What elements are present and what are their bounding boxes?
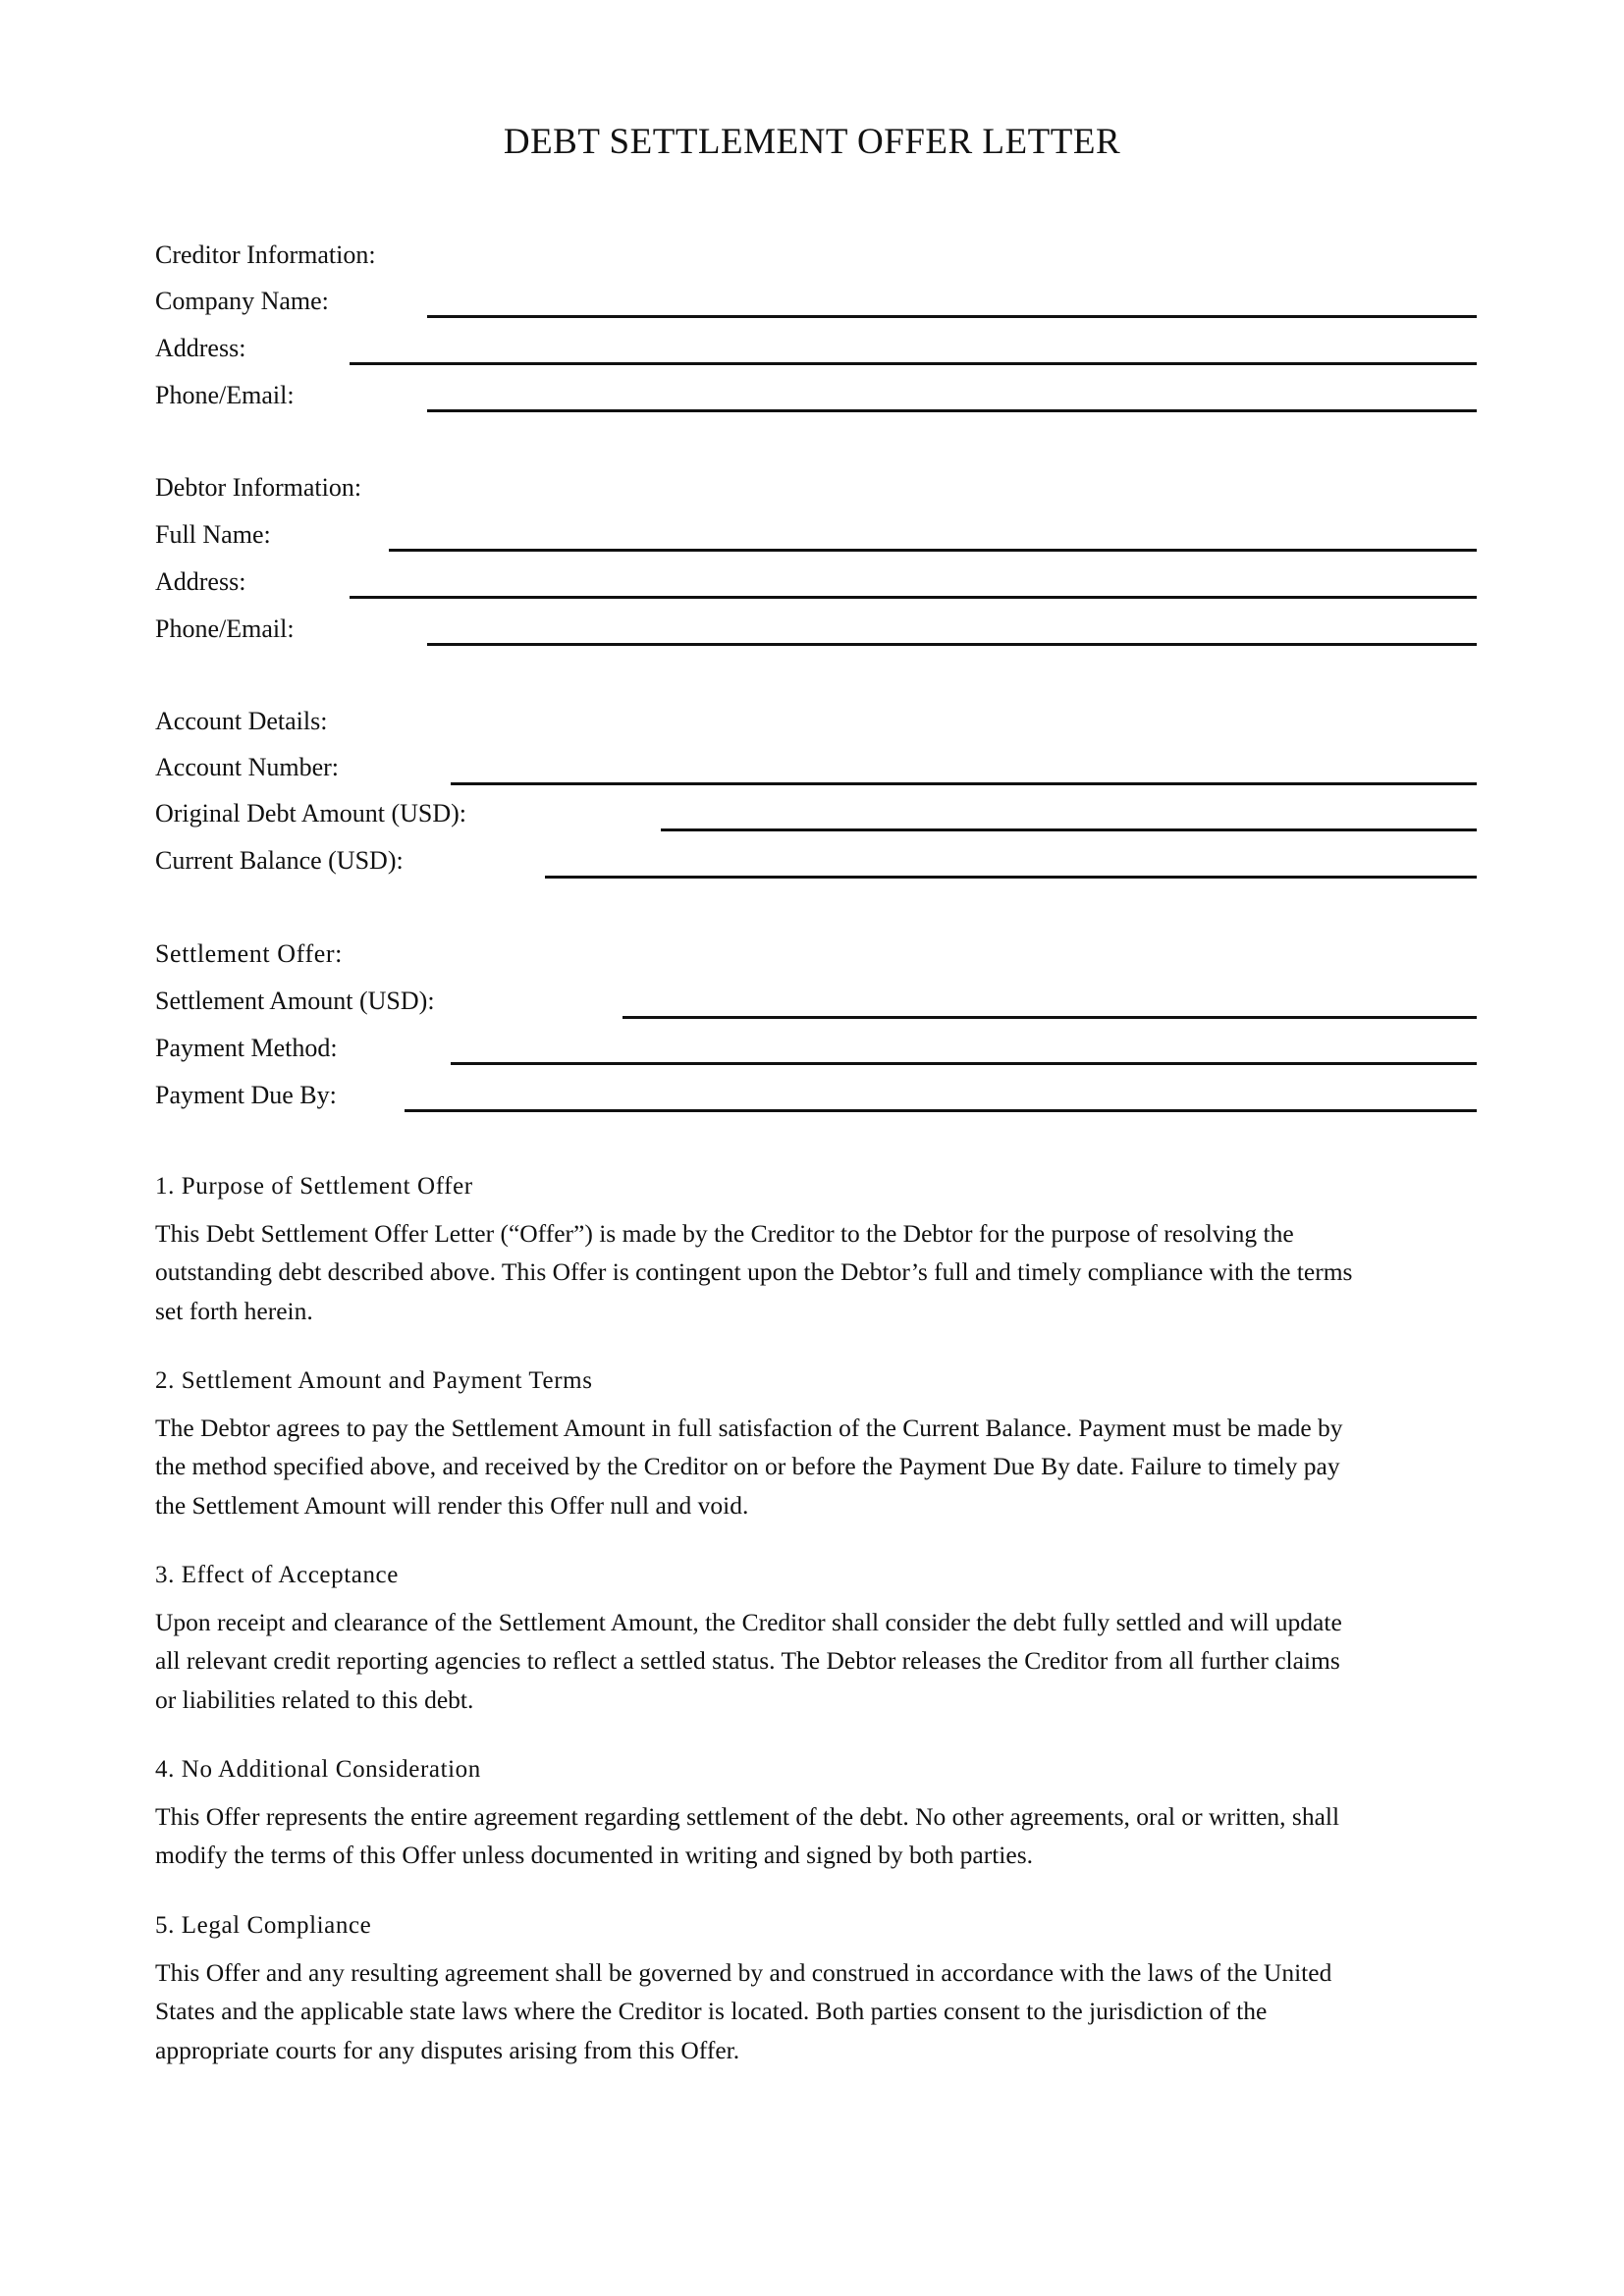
payment-method-input[interactable]	[451, 1028, 1477, 1063]
debtor-full-name-label: Full Name:	[155, 520, 271, 549]
section-body-purpose	[155, 1214, 1481, 1330]
creditor-phone-email-label: Phone/Email:	[155, 381, 295, 409]
creditor-phone-email-field[interactable]	[427, 409, 1477, 412]
debtor-phone-email-input[interactable]	[427, 609, 1477, 644]
section-line: or liabilities related to this debt.	[155, 1684, 474, 1714]
payment-due-by-input[interactable]	[405, 1075, 1477, 1110]
settlement-amount-label: Settlement Amount (USD):	[155, 987, 435, 1015]
section-heading-payment-terms: 2. Settlement Amount and Payment Terms	[155, 1367, 593, 1394]
section-heading-purpose: 1. Purpose of Settlement Offer	[155, 1173, 473, 1200]
section-line: This Offer represents the entire agreement regarding settlement of the debt. No other agreements, oral or written, shall	[155, 1802, 1340, 1831]
section-heading-legal-compliance: 5. Legal Compliance	[155, 1912, 372, 1939]
account-heading: Account Details:	[155, 707, 328, 735]
current-balance-field[interactable]	[545, 876, 1477, 879]
payment-method-field[interactable]	[451, 1062, 1477, 1065]
section-body-no-additional-consideration	[155, 1797, 1481, 1875]
settlement-amount-field[interactable]	[623, 1016, 1477, 1019]
section-heading-no-additional-consideration: 4. No Additional Consideration	[155, 1756, 481, 1783]
section-line: modify the terms of this Offer unless documented in writing and signed by both parties.	[155, 1841, 1033, 1870]
section-body-legal-compliance	[155, 1953, 1481, 2069]
section-line: This Offer and any resulting agreement shall be governed by and construed in accordance with the laws of the United	[155, 1958, 1332, 1987]
section-line: The Debtor agrees to pay the Settlement Amount in full satisfaction of the Current Balance. Payment must be made by	[155, 1414, 1343, 1442]
current-balance-input[interactable]	[545, 841, 1477, 877]
settlement-heading: Settlement Offer:	[155, 939, 343, 968]
debtor-address-field[interactable]	[350, 596, 1477, 599]
payment-due-by-label: Payment Due By:	[155, 1081, 337, 1109]
payment-due-by-field[interactable]	[405, 1109, 1477, 1112]
settlement-amount-input[interactable]	[623, 982, 1477, 1017]
section-body-payment-terms	[155, 1409, 1481, 1524]
debtor-phone-email-label: Phone/Email:	[155, 614, 295, 643]
section-line: Upon receipt and clearance of the Settlement Amount, the Creditor shall consider the debt fully settled and will update	[155, 1608, 1342, 1636]
creditor-company-input[interactable]	[427, 281, 1477, 316]
creditor-heading: Creditor Information:	[155, 240, 376, 269]
payment-method-label: Payment Method:	[155, 1034, 338, 1062]
creditor-address-input[interactable]	[350, 328, 1477, 363]
section-heading-acceptance: 3. Effect of Acceptance	[155, 1562, 399, 1588]
current-balance-label: Current Balance (USD):	[155, 846, 404, 875]
debtor-address-label: Address:	[155, 567, 246, 596]
section-line: This Debt Settlement Offer Letter (“Offer”) is made by the Creditor to the Debtor for the purpose of resolving the	[155, 1219, 1294, 1248]
section-line: the Settlement Amount will render this Offer null and void.	[155, 1490, 749, 1520]
account-number-field[interactable]	[451, 782, 1477, 785]
section-line: the method specified above, and received by the Creditor on or before the Payment Due By date. Failure to timely pay	[155, 1452, 1340, 1481]
creditor-company-label: Company Name:	[155, 287, 329, 315]
debtor-full-name-field[interactable]	[389, 549, 1477, 552]
section-line: States and the applicable state laws where the Creditor is located. Both parties consent to the jurisdiction of the	[155, 1997, 1268, 2026]
section-line: set forth herein.	[155, 1296, 313, 1325]
section-line: all relevant credit reporting agencies to reflect a settled status. The Debtor releases the Creditor from all further claims	[155, 1646, 1340, 1676]
section-line: appropriate courts for any disputes arising from this Offer.	[155, 2035, 740, 2064]
original-debt-field[interactable]	[661, 828, 1477, 831]
account-number-input[interactable]	[451, 748, 1477, 783]
creditor-phone-email-input[interactable]	[427, 375, 1477, 410]
original-debt-label: Original Debt Amount (USD):	[155, 799, 467, 828]
section-line: outstanding debt described above. This Offer is contingent upon the Debtor’s full and timely compliance with the terms	[155, 1257, 1353, 1287]
creditor-company-field[interactable]	[427, 315, 1477, 318]
debtor-address-input[interactable]	[350, 561, 1477, 597]
document-title: DEBT SETTLEMENT OFFER LETTER	[503, 122, 1121, 162]
debtor-heading: Debtor Information:	[155, 473, 362, 502]
debtor-full-name-input[interactable]	[389, 514, 1477, 550]
account-number-label: Account Number:	[155, 753, 340, 781]
debtor-phone-email-field[interactable]	[427, 643, 1477, 646]
original-debt-input[interactable]	[661, 794, 1477, 829]
creditor-address-field[interactable]	[350, 362, 1477, 365]
section-body-acceptance	[155, 1603, 1481, 1719]
creditor-address-label: Address:	[155, 334, 246, 362]
